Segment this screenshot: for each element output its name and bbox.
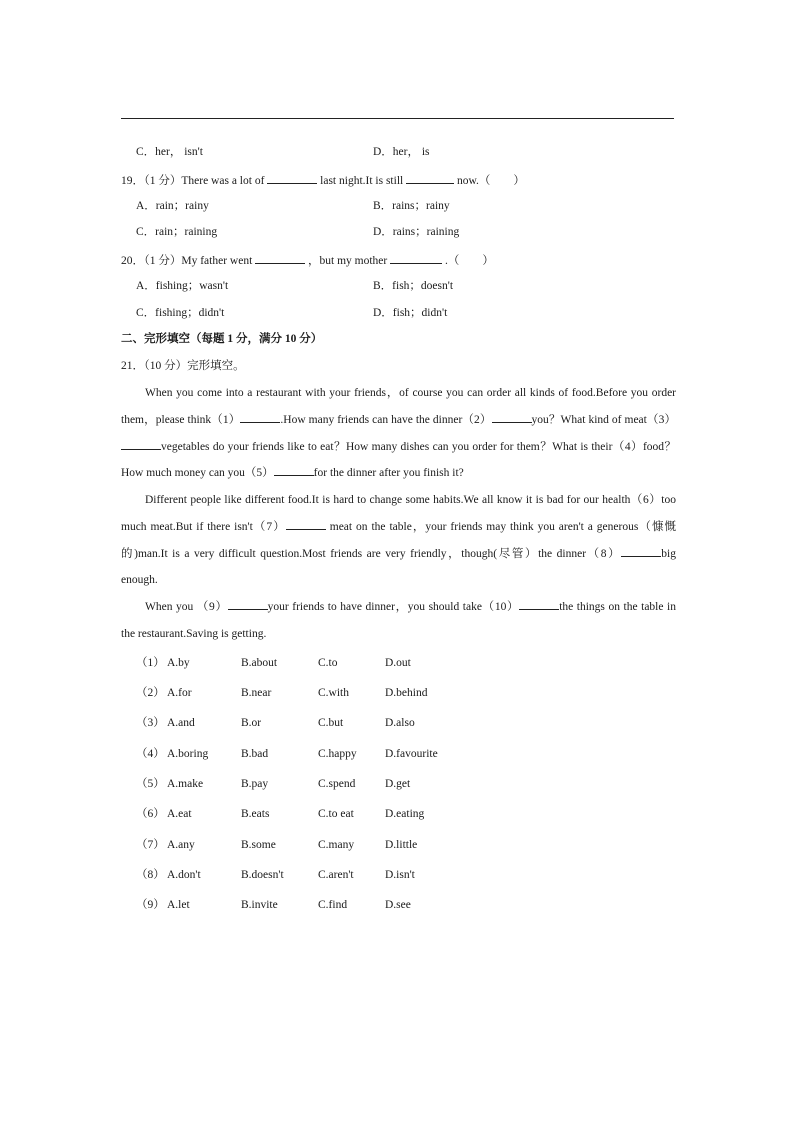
choice-option-c: C.happy [318, 748, 357, 760]
q20-option-c: C．fishing；didn't [136, 307, 225, 319]
blank-8 [621, 545, 661, 557]
choice-option-c: C.find [318, 899, 348, 911]
passage-p2-a: Different people like different food.It is hard to change some habits.We all know it is bad for our health（6）too much meat.But if there isn't（7） [121, 494, 676, 533]
choice-option-a: A.for [167, 687, 192, 699]
q19-prefix: 19．（1 分）There was a lot of [121, 175, 265, 187]
passage-p2-c: big enough. [121, 547, 676, 587]
choice-option-a: A.let [167, 899, 190, 911]
q20-option-d: D．fish；didn't [373, 307, 448, 319]
q18-option-c: C．her， isn't [136, 146, 203, 158]
passage-paragraph-3 [121, 594, 676, 648]
q19-option-a: A．rain；rainy [136, 200, 209, 212]
q20-option-a: A．fishing；wasn't [136, 280, 229, 292]
q19-suffix: now.（ ） [456, 175, 525, 187]
choice-number: （7） [136, 839, 165, 851]
choice-option-a: A.boring [167, 748, 209, 760]
q21-title: 21．（10 分）完形填空。 [121, 360, 245, 372]
choice-option-a: A.any [167, 839, 195, 851]
choice-option-b: B.doesn't [241, 869, 284, 881]
q20-stem [121, 252, 494, 268]
choice-number: （8） [136, 869, 165, 881]
section-2-title: 二、完形填空（每题 1 分，满分 10 分） [121, 333, 323, 345]
passage-p1-b: .How many friends can have the dinner（2） [280, 413, 492, 426]
choice-row [0, 656, 794, 670]
choice-option-b: B.pay [241, 778, 269, 790]
passage-paragraph-2 [121, 487, 676, 594]
q19-option-b: B．rains；rainy [373, 200, 450, 212]
blank-1 [240, 411, 280, 423]
choice-option-d: D.also [385, 717, 415, 729]
q19-option-c: C．rain；raining [136, 226, 218, 238]
passage-p1-e: for the dinner after you finish it? [313, 467, 464, 480]
q20-option-b: B．fish；doesn't [373, 280, 454, 292]
choice-option-c: C.but [318, 717, 344, 729]
q20-blank-2 [390, 252, 442, 264]
passage-p3-a: When you （9） [145, 601, 228, 613]
choice-number: （6） [136, 808, 165, 820]
q19-blank-1 [267, 172, 317, 184]
choice-option-b: B.or [241, 717, 262, 729]
choice-option-a: A.and [167, 717, 195, 729]
choice-number: （3） [136, 717, 165, 729]
q20-middle: ，but my mother [308, 255, 388, 267]
choice-option-a: A.by [167, 657, 190, 669]
choice-option-c: C.spend [318, 778, 356, 790]
choice-row [0, 868, 794, 882]
choice-option-d: D.out [385, 657, 411, 669]
choice-option-a: A.don't [167, 869, 201, 881]
blank-5 [274, 464, 314, 476]
passage-p3-b: your friends to have dinner，you should take（10） [267, 601, 520, 613]
choice-option-c: C.to [318, 657, 338, 669]
passage-p1-d: vegetables do your friends like to eat？How many dishes can you order for them？What is their（4）food？How much money can you（5） [121, 440, 676, 480]
q19-option-d: D．rains；raining [373, 226, 460, 238]
choice-option-c: C.aren't [318, 869, 354, 881]
q20-blank-1 [255, 252, 305, 264]
choice-option-d: D.get [385, 778, 411, 790]
choice-option-c: C.to eat [318, 808, 354, 820]
choice-number: （2） [136, 687, 165, 699]
header-rule [121, 118, 674, 119]
blank-3 [121, 438, 161, 450]
choice-row [0, 898, 794, 912]
passage-p1-a: When you come into a restaurant with your friends，of course you can order all kinds of food.Before you order them，please think（1） [121, 387, 676, 426]
passage-paragraph-1 [121, 380, 676, 487]
choice-option-b: B.invite [241, 899, 278, 911]
choice-row [0, 747, 794, 761]
choice-option-d: D.see [385, 899, 411, 911]
choice-option-a: A.make [167, 778, 204, 790]
choice-option-d: D.isn't [385, 869, 415, 881]
passage-p1-c: you？What kind of meat（3） [531, 413, 676, 426]
choice-option-d: D.little [385, 839, 418, 851]
q20-suffix: .（ ） [445, 255, 494, 267]
blank-9 [228, 598, 268, 610]
choice-option-b: B.bad [241, 748, 269, 760]
choice-option-b: B.about [241, 657, 278, 669]
choice-row [0, 807, 794, 821]
choice-option-d: D.behind [385, 687, 428, 699]
choice-number: （4） [136, 748, 165, 760]
choice-option-b: B.near [241, 687, 272, 699]
choice-number: （9） [136, 899, 165, 911]
choice-option-d: D.favourite [385, 748, 438, 760]
choice-row [0, 686, 794, 700]
q20-prefix: 20．（1 分）My father went [121, 255, 253, 267]
passage-p3-c: the things on the table in the restaurant.Saving is getting. [121, 601, 676, 640]
choice-number: （1） [136, 657, 165, 669]
passage-p2-b: meat on the table，your friends may think you aren't a generous（慷慨的)man.It is a very difficult question.Most friends are very friendly，though(尽管）the dinner（8） [121, 520, 676, 560]
q19-blank-2 [406, 172, 454, 184]
choice-option-c: C.many [318, 839, 355, 851]
blank-10 [519, 598, 559, 610]
choice-option-b: B.eats [241, 808, 270, 820]
choice-option-a: A.eat [167, 808, 192, 820]
choice-option-d: D.eating [385, 808, 425, 820]
blank-7 [286, 518, 326, 530]
choice-row [0, 838, 794, 852]
blank-2 [492, 411, 532, 423]
choice-row [0, 716, 794, 730]
q19-middle: last night.It is still [320, 175, 404, 187]
choice-option-c: C.with [318, 687, 349, 699]
q19-stem [121, 172, 525, 188]
choice-number: （5） [136, 778, 165, 790]
choice-option-b: B.some [241, 839, 276, 851]
q18-option-d: D．her， is [373, 146, 430, 158]
choice-row [0, 777, 794, 791]
